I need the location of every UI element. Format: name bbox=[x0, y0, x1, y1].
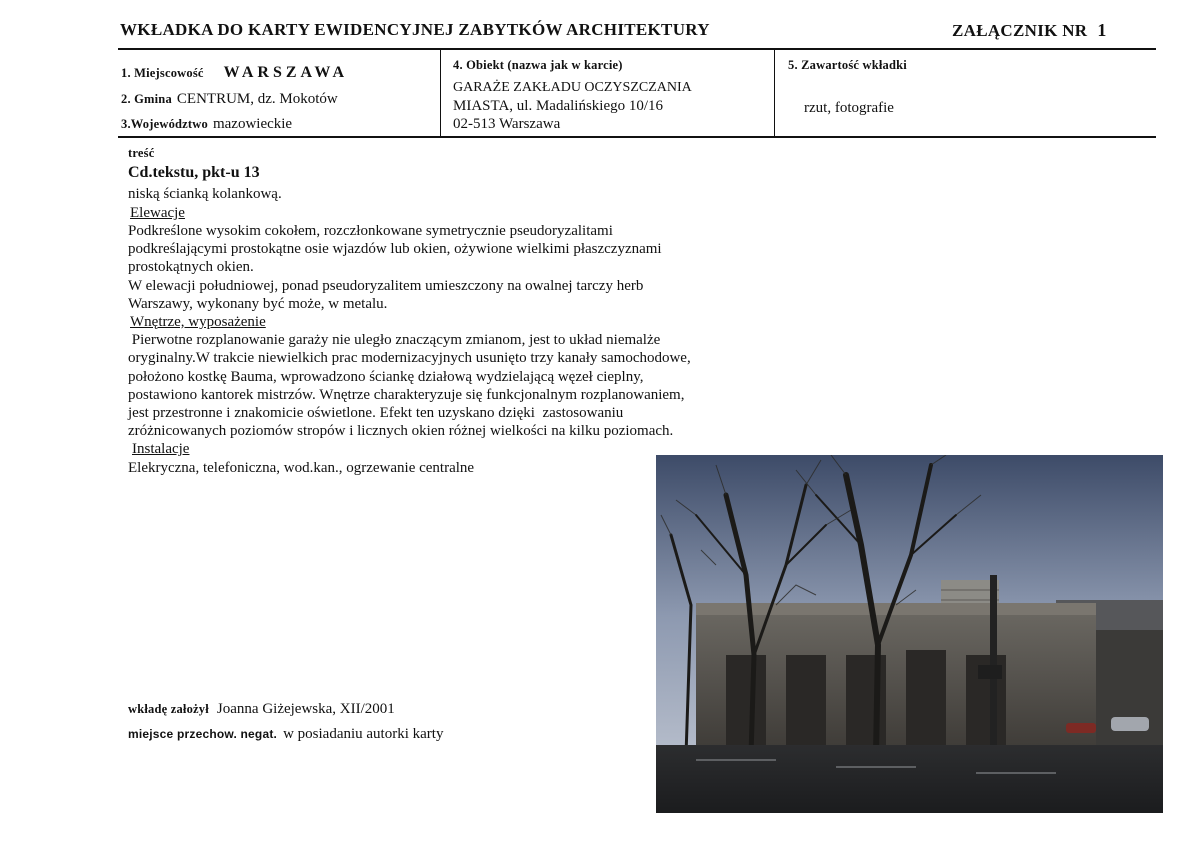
author-label: wkładę założył bbox=[128, 702, 209, 716]
storage-field bbox=[128, 725, 443, 743]
field-place bbox=[121, 64, 348, 82]
interior-line: postawiono kantorek mistrzów. Wnętrze charakteryzuje się funkcjonalnym rozplanowaniem, bbox=[128, 386, 685, 403]
interior-line: oryginalny.W trakcie niewielkich prac modernizacyjnych usunięto trzy kanały samochodowe, bbox=[128, 350, 691, 367]
elevations-line: W elewacji południowej, ponad pseudoryzalitem umieszczony na owalnej tarczy herb bbox=[128, 277, 644, 294]
author-value: Joanna Giżejewska, XII/2001 bbox=[216, 701, 395, 717]
photo-scene bbox=[656, 455, 1163, 813]
storage-value: w posiadaniu autorki karty bbox=[283, 726, 444, 742]
storage-label: miejsce przechow. negat. bbox=[128, 727, 278, 741]
interior-line: położono kostkę Bauma, wprowadzono ściankę działową wydzielającą węzeł cieplny, bbox=[128, 368, 644, 385]
content-label: treść bbox=[128, 146, 155, 160]
voivodeship-value: mazowieckie bbox=[212, 116, 293, 132]
elevations-line: prostokątnych okien. bbox=[128, 259, 254, 276]
continuation-heading: Cd.tekstu, pkt-u 13 bbox=[128, 164, 260, 181]
intro-line: niską ścianką kolankową. bbox=[128, 186, 282, 202]
interior-line: jest przestronne i znakomicie oświetlone. Efekt ten uzyskano dzięki zastosowaniu bbox=[128, 405, 624, 422]
author-field bbox=[128, 700, 395, 718]
object-line-1: GARAŻE ZAKŁADU OCZYSZCZANIA bbox=[453, 80, 692, 95]
elevations-line: podkreślającymi prostokątne osie wjazdów lub okien, ożywione wielkimi płaszczyznami bbox=[128, 241, 662, 258]
interior-line: zróżnicowanych poziomów stropów i licznych okien różnej wielkości na kilku poziomach. bbox=[128, 423, 674, 440]
annex-label-text: ZAŁĄCZNIK NR bbox=[952, 21, 1088, 40]
field-voivodeship bbox=[121, 115, 292, 133]
interior-line: Pierwotne rozplanowanie garaży nie uległo znaczącym zmianom, jest to układ niemalże bbox=[128, 332, 661, 349]
elevations-heading: Elewacje bbox=[130, 205, 185, 221]
elevations-line: Warszawy, wykonany być może, w metalu. bbox=[128, 295, 388, 312]
header-rule-top bbox=[118, 48, 1156, 50]
object-label: 4. Obiekt (nazwa jak w karcie) bbox=[453, 58, 623, 72]
annex-number: 1 bbox=[1097, 20, 1107, 40]
column-divider-2 bbox=[774, 50, 775, 136]
installations-line: Elekryczna, telefoniczna, wod.kan., ogrzewanie centralne bbox=[128, 459, 475, 476]
installations-heading: Instalacje bbox=[132, 441, 190, 458]
place-value: WARSZAWA bbox=[223, 64, 349, 81]
contents-label: 5. Zawartość wkładki bbox=[788, 58, 907, 72]
annex-label bbox=[952, 20, 1107, 41]
object-line-3: 02-513 Warszawa bbox=[453, 116, 561, 132]
object-value bbox=[453, 79, 692, 133]
commune-value: CENTRUM, dz. Mokotów bbox=[176, 91, 338, 107]
place-label: 1. Miejscowość bbox=[121, 66, 204, 80]
document-title: WKŁADKA DO KARTY EWIDENCYJNEJ ZABYTKÓW ARCHITEKTURY bbox=[120, 20, 710, 39]
header-rule-bottom bbox=[118, 136, 1156, 138]
contents-value: rzut, fotografie bbox=[804, 100, 894, 116]
elevations-line: Podkreślone wysokim cokołem, rozczłonkowane symetrycznie pseudoryzalitami bbox=[128, 223, 613, 239]
building-photograph bbox=[656, 455, 1163, 813]
body-text bbox=[128, 222, 768, 477]
field-commune bbox=[121, 90, 338, 108]
interior-heading: Wnętrze, wyposażenie bbox=[130, 314, 266, 331]
column-divider-1 bbox=[440, 50, 441, 136]
voivodeship-label: 3.Województwo bbox=[121, 117, 208, 131]
commune-label: 2. Gmina bbox=[121, 92, 172, 106]
object-line-2: MIASTA, ul. Madalińskiego 10/16 bbox=[453, 98, 664, 114]
